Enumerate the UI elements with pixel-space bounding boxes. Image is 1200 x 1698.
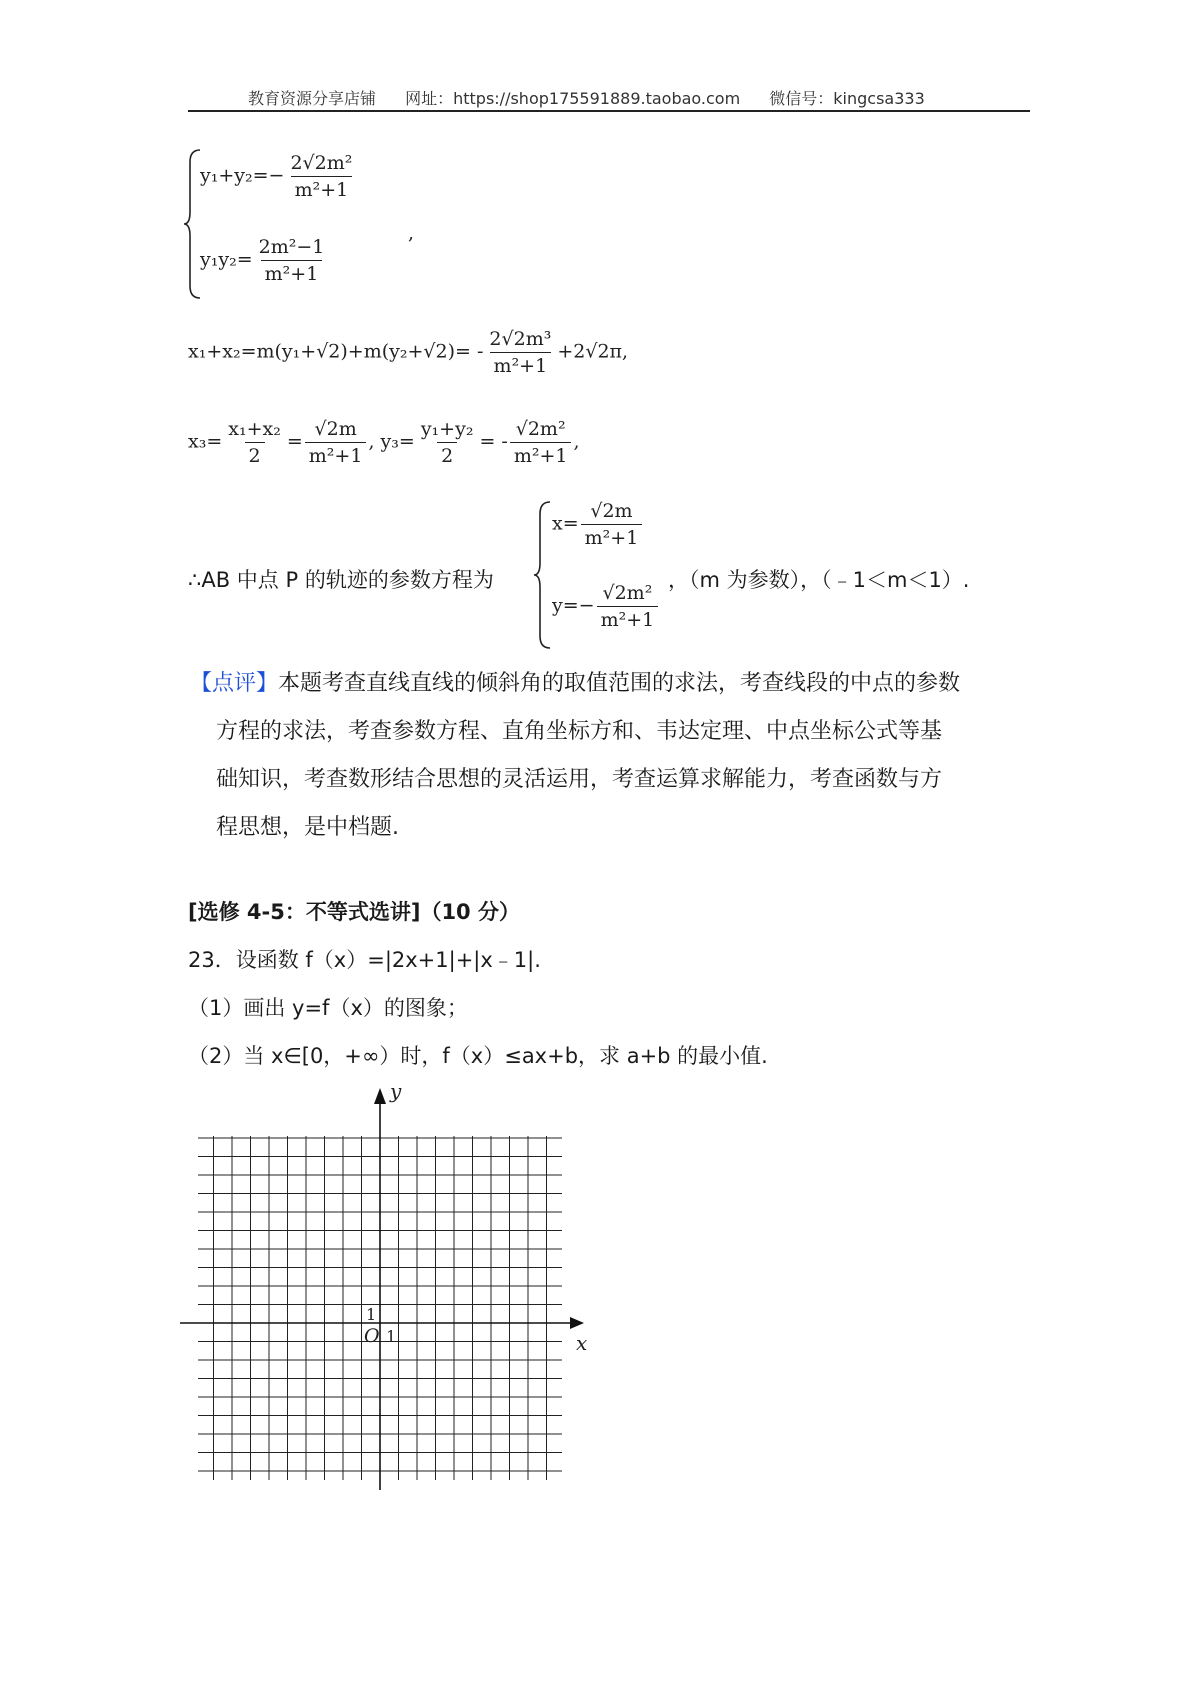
- header-wechat: 微信号：kingcsa333: [769, 89, 925, 108]
- x-sum-num: 2√2m³: [489, 328, 552, 350]
- y3-lhs: y₃=: [380, 430, 415, 453]
- x3-fraction-1: [224, 418, 285, 467]
- section-title: [选修 4-5：不等式选讲]（10 分）: [188, 900, 520, 924]
- param-y-sign: −: [578, 594, 595, 617]
- param-brace: [534, 500, 554, 650]
- eq1-lhs: y₁+y₂=: [200, 164, 269, 187]
- remark-line-4: 程思想，是中档题.: [216, 815, 399, 840]
- y3-fraction-1: [417, 418, 478, 467]
- system1-eq2: [200, 236, 330, 285]
- unit-x-label: 1: [386, 1327, 397, 1346]
- remark-line-3: 础知识，考查数形结合思想的灵活运用，考查运算求解能力，考查函数与方: [216, 767, 943, 792]
- x-sum-den: m²+1: [490, 352, 552, 377]
- x3-fraction-2: [305, 418, 367, 467]
- y3-den2: m²+1: [510, 442, 572, 467]
- header-url: 网址：https://shop175591889.taobao.com: [405, 89, 741, 108]
- y3-eq: = -: [479, 430, 508, 453]
- param-y: [552, 582, 660, 631]
- remark-line-2: 方程的求法，考查参数方程、直角坐标方和、韦达定理、中点坐标公式等基: [216, 719, 943, 744]
- remark-text-1: 本题考查直线直线的倾斜角的取值范围的求法，考查线段的中点的参数: [278, 671, 961, 696]
- question-part1: （1）画出 y=f（x）的图象；: [188, 996, 468, 1020]
- param-y-den: m²+1: [597, 606, 659, 631]
- eq1-num: 2√2m²: [290, 152, 353, 174]
- y-axis-arrow: [374, 1088, 386, 1104]
- eq1-fraction: [286, 152, 356, 201]
- param-x-fraction: [581, 500, 643, 549]
- param-y-fraction: [597, 582, 659, 631]
- grid-svg: [180, 1080, 600, 1500]
- x3-num2: √2m: [314, 418, 357, 440]
- eq2-lhs: y₁y₂=: [200, 248, 253, 271]
- param-y-num: √2m²: [602, 582, 653, 604]
- param-x-lhs: x=: [552, 512, 579, 535]
- midpoint-sep: ,: [368, 430, 381, 453]
- system1-eq1: [200, 152, 358, 201]
- header-shop: 教育资源分享店铺: [248, 89, 377, 108]
- x3-num: x₁+x₂: [228, 418, 281, 440]
- midpoint-equation: [188, 418, 580, 467]
- question-stem: 23．设函数 f（x）=|2x+1|+|x﹣1|.: [188, 948, 541, 972]
- x3-den: 2: [245, 442, 265, 467]
- param-y-lhs: y=: [552, 594, 579, 617]
- eq1-sign: −: [268, 164, 285, 187]
- y-axis-label: y: [390, 1080, 402, 1103]
- question-part2: （2）当 x∈[0，+∞）时，f（x）≤ax+b，求 a+b 的最小值.: [188, 1044, 768, 1068]
- remark-tag: 【点评】: [190, 671, 279, 696]
- unit-y-label: 1: [366, 1305, 377, 1324]
- param-prefix: ∴AB 中点 P 的轨迹的参数方程为: [188, 568, 494, 592]
- system1-comma: ,: [408, 222, 415, 244]
- param-x-num: √2m: [590, 500, 633, 522]
- x3-den2: m²+1: [305, 442, 367, 467]
- x-axis-arrow: [570, 1317, 584, 1329]
- origin-label: O: [364, 1325, 380, 1347]
- param-x-den: m²+1: [581, 524, 643, 549]
- header-rule: [188, 110, 1030, 112]
- param-x: [552, 500, 644, 549]
- x-sum-tail: +2√2π,: [557, 340, 629, 363]
- eq2-num: 2m²−1: [258, 236, 325, 258]
- y3-den: 2: [437, 442, 457, 467]
- x-sum-fraction: [485, 328, 555, 377]
- x3-eq: =: [286, 430, 303, 453]
- eq2-den: m²+1: [261, 260, 323, 285]
- x3-lhs: x₃=: [188, 430, 223, 453]
- y3-num: y₁+y₂: [420, 418, 474, 440]
- eq1-den: m²+1: [291, 176, 353, 201]
- y3-fraction-2: [510, 418, 572, 467]
- x-sum-lhs: x₁+x₂=m(y₁+√2)+m(y₂+√2)= -: [188, 340, 484, 363]
- x-sum-equation: [188, 328, 628, 377]
- eq2-fraction: [255, 236, 329, 285]
- remark-block: [190, 660, 1040, 852]
- param-suffix: ，（m 为参数），（﹣1＜m＜1）.: [668, 568, 970, 592]
- y3-num2: √2m²: [515, 418, 566, 440]
- midpoint-tail: ,: [573, 430, 580, 453]
- x-axis-label: x: [576, 1331, 588, 1355]
- remark-line-1: [190, 660, 1040, 708]
- coordinate-grid: [180, 1080, 600, 1500]
- page-header: [248, 86, 949, 109]
